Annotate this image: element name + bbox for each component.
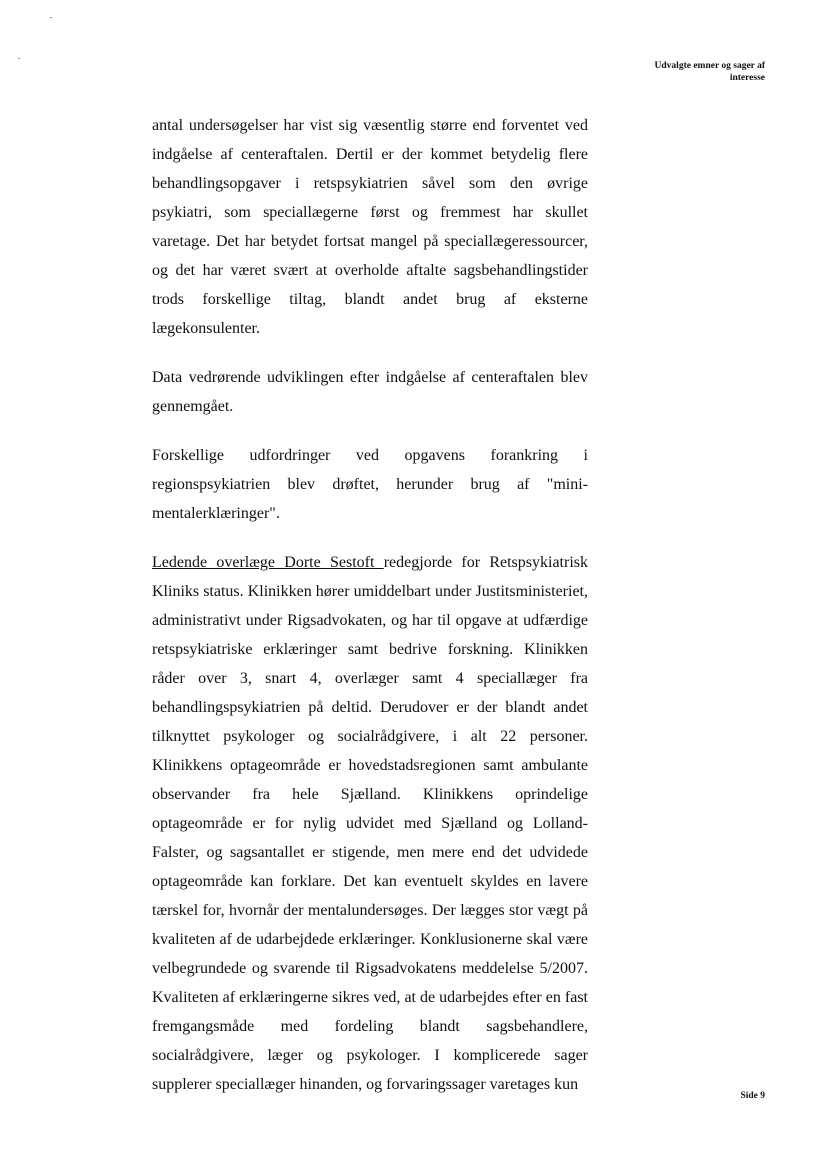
running-header	[565, 60, 765, 84]
scan-speck	[50, 17, 52, 18]
paragraph-1: antal undersøgelser har vist sig væsentlig større end forventet ved indgåelse af centeraftalen. Dertil er der kommet betydelig flere behandlingsopgaver i retspsykiatrien såvel som den øvrige psykiatri, som speciallægerne først og fremmest har skullet varetage. Det har betydet fortsat mangel på speciallægeressourcer, og det har været svært at overholde aftalte sagsbehandlingstider trods forskellige tiltag, blandt andet brug af eksterne lægekonsulenter.	[152, 117, 588, 337]
header-line-2: interesse	[729, 73, 765, 83]
scan-speck	[18, 58, 20, 59]
paragraph-3: Forskellige udfordringer ved opgavens forankring i regionspsykiatrien blev drøftet, herunder brug af "mini-mentalerklæringer".	[152, 447, 588, 522]
paragraph-2: Data vedrørende udviklingen efter indgåelse af centeraftalen blev gennemgået.	[152, 369, 588, 415]
paragraph-4	[152, 548, 588, 1099]
paragraph-4-text: redegjorde for Retspsykiatrisk Kliniks status. Klinikken hører umiddelbart under Justitsministeriet, administrativt under Rigsadvokaten, og har til opgave at udfærdige retspsykiatriske erklæringer samt bedrive forskning. Klinikken råder over 3, snart 4, overlæger samt 4 speciallæger fra behandlingspsykiatrien på deltid. Derudover er der blandt andet tilknyttet psykologer og socialrådgivere, i alt 22 personer. Klinikkens optageområde er hovedstadsregionen samt ambulante observander fra hele Sjælland. Klinikkens oprindelige optageområde er for nylig udvidet med Sjælland og Lolland-Falster, og sagsantallet er stigende, men mere end det udvidede optageområde kan forklare. Det kan eventuelt skyldes en lavere tærskel for, hvornår der mentalundersøges. Der lægges stor vægt på kvaliteten af de udarbejdede erklæringer. Konklusionerne skal være velbegrundede og svarende til Rigsadvokatens meddelelse 5/2007. Kvaliteten af erklæringerne sikres ved, at de udarbejdes efter en fast fremgangsmåde med fordeling blandt sagsbehandlere, socialrådgivere, læger og psykologer. I komplicerede sager supplerer speciallæger hinanden, og forvaringssager varetages kun	[152, 554, 588, 1093]
header-line-1: Udvalgte emner og sager af	[654, 61, 765, 71]
page-number: Side 9	[740, 1091, 765, 1101]
speaker-name: Ledende overlæge Dorte Sestoft	[152, 554, 384, 571]
document-body	[152, 111, 588, 1099]
